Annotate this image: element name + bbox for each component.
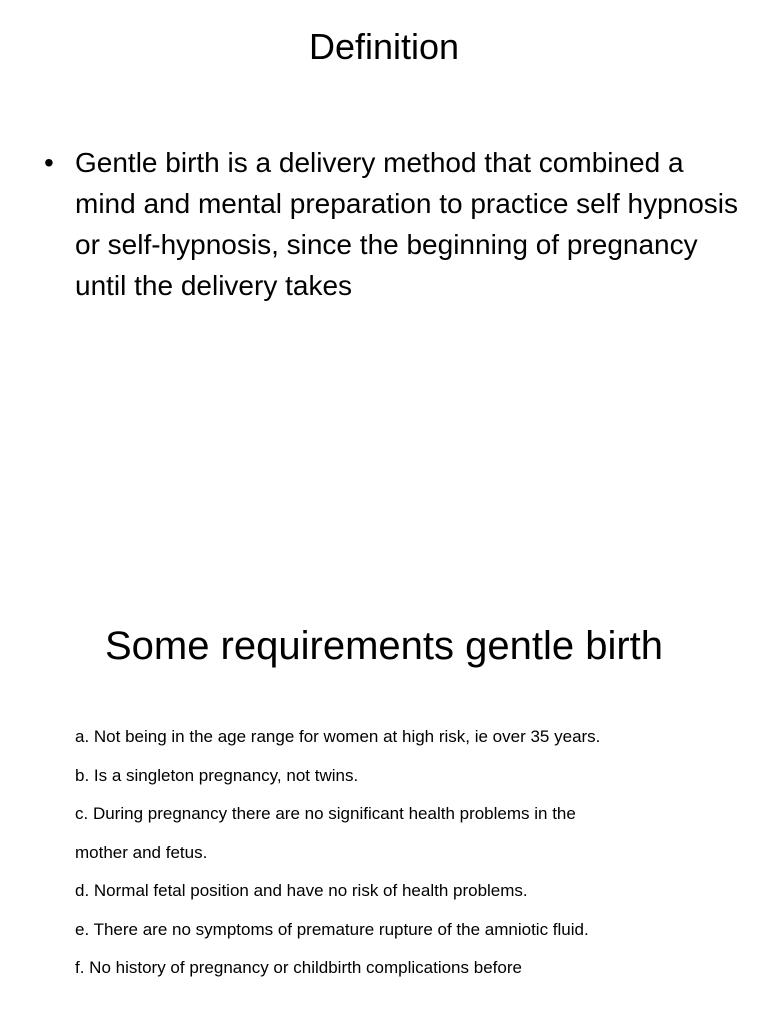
requirement-line-f: f. No history of pregnancy or childbirth complications before <box>75 958 522 977</box>
requirements-list <box>75 718 735 988</box>
requirement-line-d: d. Normal fetal position and have no risk of health problems. <box>75 881 528 900</box>
definition-bullet-list <box>44 142 744 306</box>
requirement-line-e: e. There are no symptoms of premature rupture of the amniotic fluid. <box>75 919 589 939</box>
bullet-dot-icon: • <box>44 147 54 178</box>
requirement-line-a: a. Not being in the age range for women at high risk, ie over 35 years. <box>75 727 601 746</box>
definition-bullet-item <box>44 142 744 306</box>
slide-title-definition: Definition <box>308 26 460 67</box>
requirement-line-b: b. Is a singleton pregnancy, not twins. <box>75 765 359 785</box>
slide-requirements <box>0 512 768 1024</box>
requirement-line-c: c. During pregnancy there are no significant health problems in the <box>75 804 576 823</box>
definition-text: Gentle birth is a delivery method that combined a mind and mental preparation to practice self hypnosis or self-hypnosis, since the beginning of pregnancy until the delivery takes <box>75 147 739 301</box>
slide-title-requirements: Some requirements gentle birth <box>104 624 664 668</box>
requirement-line-c-continued: mother and fetus. <box>75 842 208 862</box>
